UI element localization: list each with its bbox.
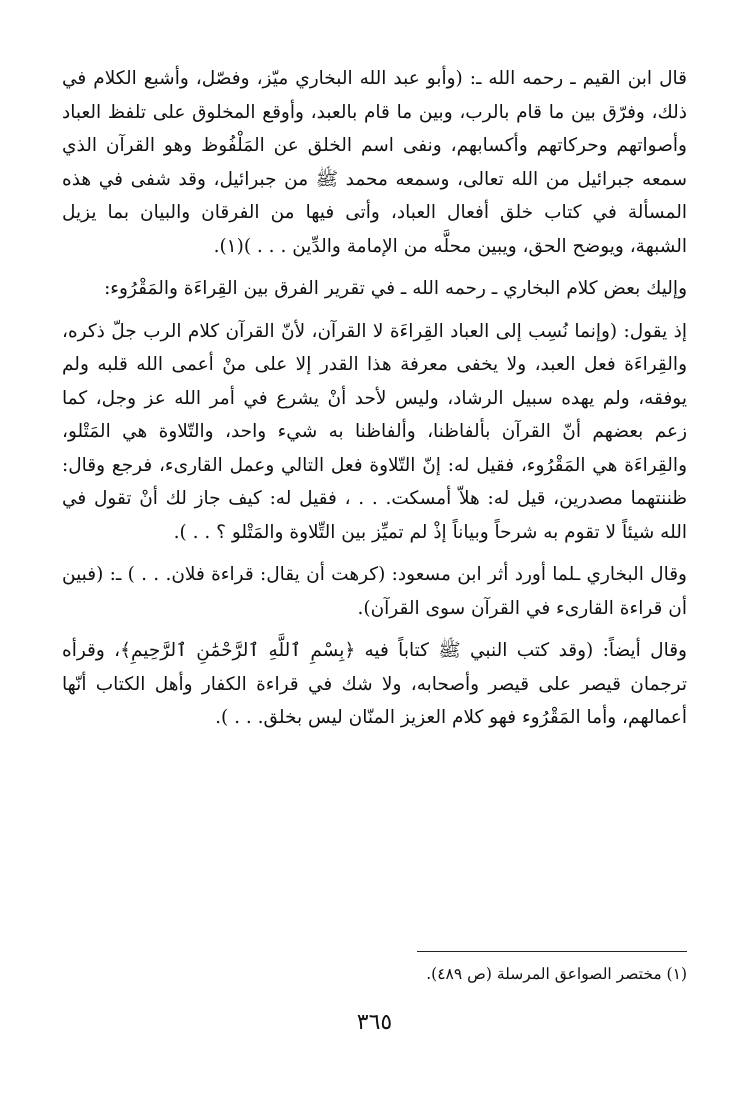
- paragraph-bukhari-quote: [62, 315, 687, 550]
- paragraph-ibn-masud: [62, 558, 687, 625]
- paragraph-text: وإليك بعض كلام البخاري ـ رحمه الله ـ في تقرير الفرق بين القِراءَة والمَقْرُوء:: [104, 278, 687, 299]
- footnote-divider: [417, 951, 687, 952]
- paragraph-text: قال ابن القيم ـ رحمه الله ـ: (وأبو عبد الله البخاري ميّز، وفصّل، وأشبع الكلام في ذلك، وفرّق بين ما قام بالرب، وبين ما قام بالعبد، وأوقع المخلوق على تلفظ العباد وأصواتهم وحركاتهم وأكسابهم، ونفى اسم الخلق عن المَلْفُوظ وهو القرآن الذي سمعه جبرائيل من الله تعالى، وسمعه محمد ﷺ من جبرائيل، وقد شفى في هذه المسألة في كتاب خلق أفعال العباد، وأتى فيها من الفرقان والبيان بما يزيل الشبهة، ويوضح الحق، ويبين محلَّه من الإمامة والدِّين . . . )(١).: [62, 68, 687, 257]
- paragraph-bukhari-intro: [62, 272, 687, 306]
- paragraph-prophet-letter: [62, 634, 687, 735]
- paragraph-text: إذ يقول: (وإنما نُسِب إلى العباد القِراءَة لا القرآن، لأنّ القرآن كلام الرب جلّ ذكره، والقِراءَة فعل العبد، ولا يخفى معرفة هذا القدر إلا على منْ أعمى الله قلبه ولم يوفقه، ولم يهده سبيل الرشاد، وليس لأحد أنْ يشرع في أمر الله عز وجل، كما زعم بعضهم أنّ القرآن بألفاظنا، وألفاظنا به شيء واحد، والتّلاوة هي المَتْلو، والقِراءَة هي المَقْرُوء، فقيل له: إنّ التّلاوة فعل التالي وعمل القارىء، فرجع وقال: ظننتهما مصدرين، قيل له: هلاّ أمسكت. . . ، فقيل له: كيف جاز لك أنْ تقول في الله شيئاً لا تقوم به شرحاً وبياناً إذْ لم تميِّز بين التِّلاوة والمَتْلو ؟ . . ).: [62, 320, 687, 543]
- paragraph-ibn-qayyim-quote: [62, 62, 687, 263]
- page-number: ٣٦٥: [356, 1010, 393, 1035]
- paragraph-text: وقال أيضاً: (وقد كتب النبي ﷺ كتاباً فيه ﴿بِسْمِ ٱللَّهِ ٱلرَّحْمَٰنِ ٱلرَّحِيمِ﴾، وقرأه ترجمان قيصر على قيصر وأصحابه، ولا شك في قراءة الكفار وأهل الكتاب أنّها أعمالهم، وأما المَقْرُوء فهو كلام العزيز المنّان ليس بخلق. . . ).: [62, 640, 687, 728]
- footnote: (١) مختصر الصواعق المرسلة (ص ٤٨٩).: [426, 965, 687, 983]
- paragraph-text: وقال البخاري ـلما أورد أثر ابن مسعود: (كرهت أن يقال: قراءة فلان. . . ) ـ: (فبين أن قراءة القارىء في القرآن سوى القرآن).: [62, 564, 687, 619]
